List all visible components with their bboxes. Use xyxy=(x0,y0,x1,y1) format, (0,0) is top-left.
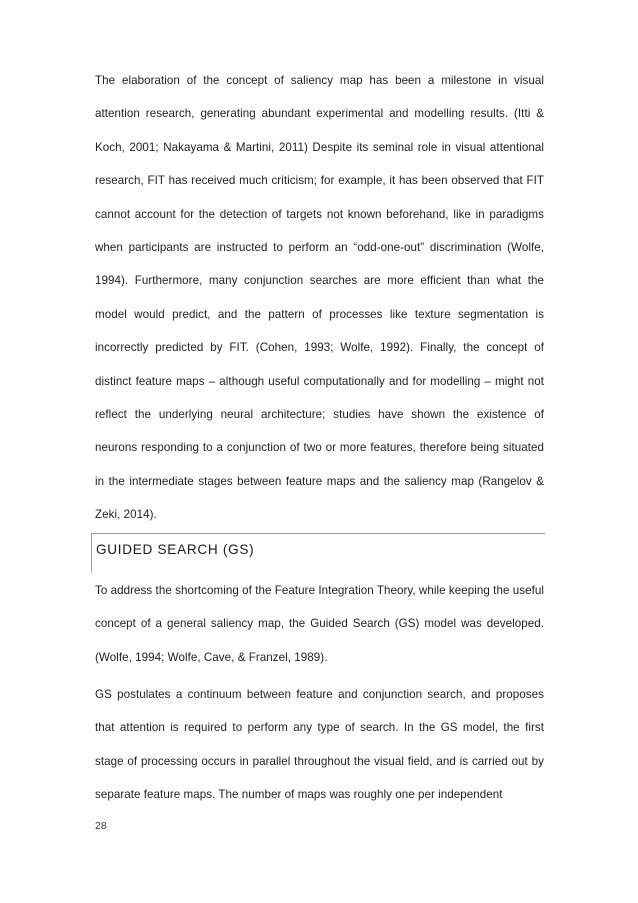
body-paragraph-gs-intro: To address the shortcoming of the Feature Integration Theory, while keeping the useful concept of a general saliency map, the Guided Search (GS) model was developed. (Wolfe, 1994; Wolfe, Cave, & Franzel, 1989). xyxy=(95,584,544,664)
page-number: 28 xyxy=(95,820,107,832)
body-paragraph-saliency: The elaboration of the concept of saliency map has been a milestone in visual attention research, generating abundant experimental and modelling results. (Itti & Koch, 2001; Nakayama & Martini, 2011) Despite its seminal role in visual attentional research, FIT has received much criticism; for example, it has been observed that FIT cannot account for the detection of targets not known beforehand, like in paradigms when participants are instructed to perform an “odd-one-out” discrimination (Wolfe, 1994). Furthermore, many conjunction searches are more efficient than what the model would predict, and the pattern of processes like texture segmentation is incorrectly predicted by FIT. (Cohen, 1993; Wolfe, 1992). Finally, the concept of distinct feature maps – although useful computationally and for modelling – might not reflect the underlying neural architecture; studies have shown the existence of neurons responding to a conjunction of two or more features, therefore being situated in the intermediate stages between feature maps and the saliency map (Rangelov & Zeki, 2014). xyxy=(95,74,544,522)
section-heading-box xyxy=(91,533,545,572)
body-paragraph-gs-continuum: GS postulates a continuum between feature and conjunction search, and proposes that attention is required to perform any type of search. In the GS model, the first stage of processing occurs in parallel throughout the visual field, and is carried out by separate feature maps. The number of maps was roughly one per independent xyxy=(95,688,544,802)
section-heading: GUIDED SEARCH (GS) xyxy=(96,542,255,557)
